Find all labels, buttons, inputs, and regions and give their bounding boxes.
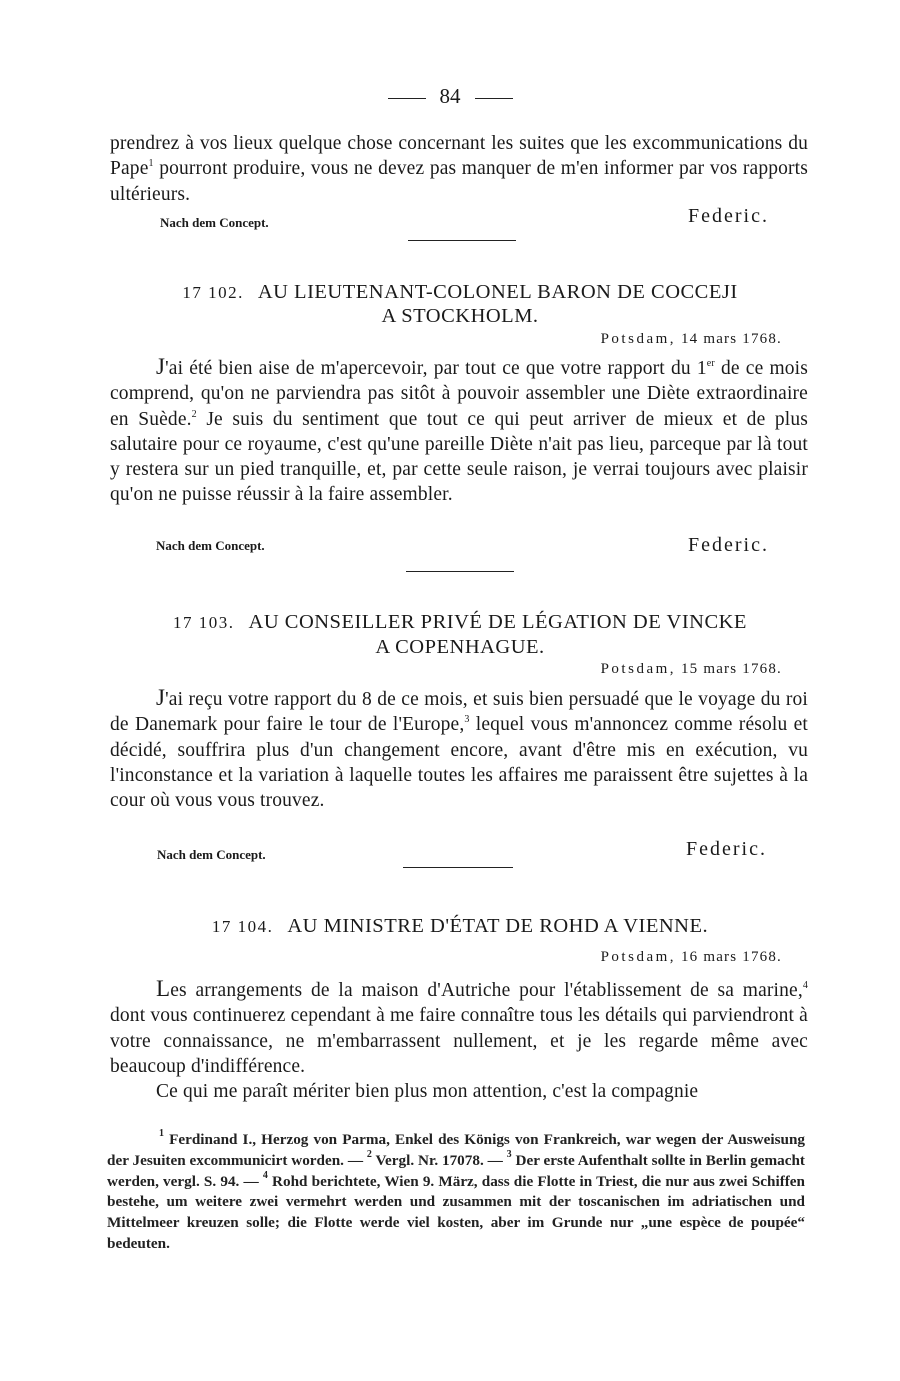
section-rule bbox=[406, 571, 514, 572]
letter-title: AU CONSEILLER PRIVÉ DE LÉGATION DE VINCKE bbox=[248, 611, 747, 633]
letter-body: J'ai reçu votre rapport du 8 de ce mois, et suis bien persuadé que le voyage du roi de Danemark pour faire le tour de l'Europe,$^3$ lequel vous m'annoncez comme résolu et décidé, souffrira plus d'un changement encore, avant d'être mis en exécution, vu l'inconstance et la variation à laquelle toutes les affaires me paraissent être sujettes à la cour où vous vous trouvez. bbox=[110, 685, 809, 812]
initial-letter: J bbox=[156, 354, 166, 379]
letter-subtitle: A COPENHAGUE. bbox=[375, 636, 545, 658]
letter-number: 17 103. bbox=[173, 613, 235, 632]
footnote-mark: 1 bbox=[159, 1128, 164, 1139]
page-number bbox=[0, 84, 900, 108]
dateline: Potsdam, 15 mars 1768. bbox=[600, 661, 782, 677]
letter-heading bbox=[100, 280, 820, 305]
dateline: Potsdam, 16 mars 1768. bbox=[600, 949, 782, 965]
letter-heading bbox=[100, 914, 820, 939]
signature: Federic. bbox=[686, 838, 767, 860]
section-rule bbox=[408, 240, 516, 241]
footnote-mark: 3 bbox=[506, 1148, 512, 1160]
section-rule bbox=[403, 867, 513, 868]
letter-body: Les arrangements de la maison d'Autriche pour l'établissement de sa marine,$^4$ dont vous continuerez cependant à me faire connaître tous les détails qui parviendront à votre connaissance, ne m'embarrassent nullement, et je les regarde même avec beaucoup d'indifférence. Ce qui me paraît mériter bien plus mon attention, c'est la compagnie bbox=[110, 976, 808, 1103]
footnote-ref: 2 bbox=[191, 408, 197, 420]
initial-letter: L bbox=[156, 976, 171, 1001]
page-number-value: 84 bbox=[439, 84, 461, 108]
dateline: Potsdam, 14 mars 1768. bbox=[600, 331, 782, 347]
letter-heading bbox=[100, 610, 820, 635]
initial-letter: J bbox=[156, 685, 166, 710]
letter-subtitle: A STOCKHOLM. bbox=[381, 305, 539, 327]
intro-paragraph: prendrez à vos lieux quelque chose concernant les suites que les excommunications du Pape$^1$ pourront produire, vous ne devez pas manquer de m'en informer par vos rapports ultérieurs. bbox=[110, 133, 808, 205]
letter-title: AU MINISTRE D'ÉTAT DE ROHD A VIENNE. bbox=[287, 915, 709, 937]
letter-number: 17 104. bbox=[211, 917, 274, 936]
concept-note: Nach dem Concept. bbox=[156, 538, 265, 553]
letter-body: J'ai été bien aise de m'apercevoir, par tout ce que votre rapport du 1er de ce mois comprend, qu'on ne parviendra pas sitôt à pouvoir assembler une Diète extraordinaire en Suède.$^2$ Je suis du sentiment que tout ce qui peut arriver de mieux et de plus salutaire pour ce royaume, c'est qu'une pareille Diète n'ait pas lieu, parceque par là tout y restera sur un pied tranquille, et, par cette seule raison, je verrai toujours avec plaisir qu'on ne puisse réussir à la faire assembler. bbox=[110, 354, 808, 506]
letter-number: 17 102. bbox=[182, 283, 244, 302]
concept-note: Nach dem Concept. bbox=[157, 847, 266, 862]
footnote-ref: 3 bbox=[464, 714, 470, 726]
signature: Federic. bbox=[688, 534, 769, 556]
letter-title: AU LIEUTENANT-COLONEL BARON DE COCCEJI bbox=[257, 281, 738, 303]
footnote-mark: 4 bbox=[262, 1169, 268, 1181]
footnote-ref: 4 bbox=[802, 980, 808, 991]
signature: Federic. bbox=[688, 205, 769, 227]
footnotes: $^1$ Ferdinand I., Herzog von Parma, Enkel des Königs von Frankreich, war wegen der Ausweisung der Jesuiten excommunicirt worden. — $^2$ Vergl. Nr. 17078. — $^3$ Der erste Aufenthalt sollte in Berlin gemacht werden, vergl. S. 94. — $^4$ Rohd berichtete, Wien 9. März, dass die Flotte in Triest, die nur aus zwei Schiffen bestehe, um weitere zwei vermehrt werden und zusammen mit der toscanischen im adriatischen und Mittelmeer kreuzen solle; die Flotte werde viel kosten, aber im Grunde nur „une espèce de poupée“ bedeuten. bbox=[107, 1128, 805, 1252]
footnote-mark: 2 bbox=[366, 1148, 372, 1160]
concept-note: Nach dem Concept. bbox=[160, 215, 269, 230]
page-number-dash-right bbox=[475, 98, 513, 99]
footnote-ref: 1 bbox=[148, 158, 154, 170]
page-number-dash-left bbox=[388, 98, 426, 99]
